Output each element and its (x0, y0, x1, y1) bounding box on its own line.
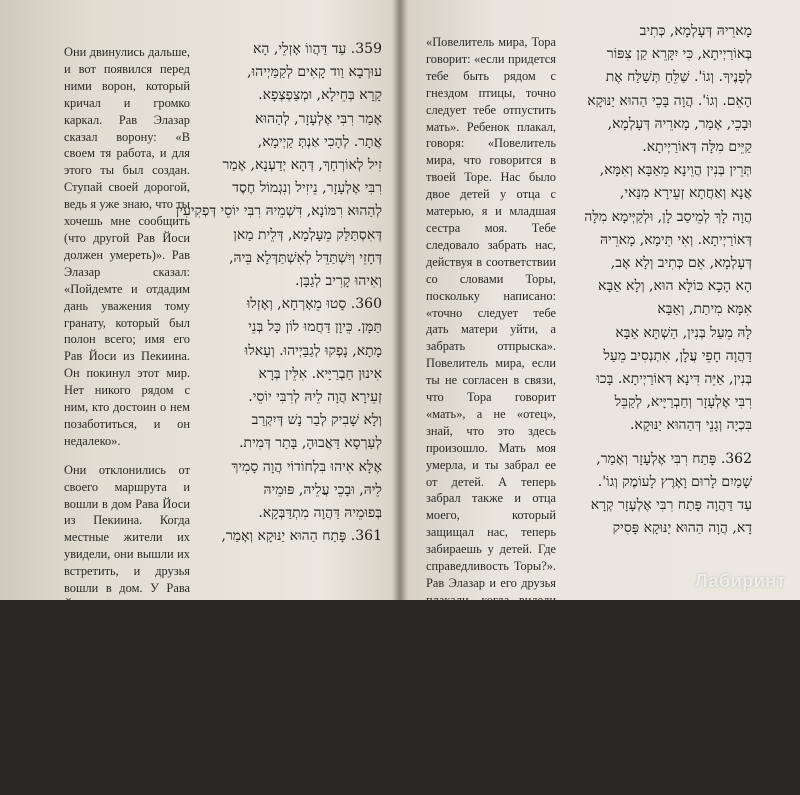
right-he-line (562, 438, 752, 448)
right-he-line: אִמָּא מִיתַת, וְאַבָּא (657, 301, 752, 318)
right-he-line: בְּאוֹרַיְיתָא, כִּי יִקָּרֵא קַן צִפּוֹר (606, 46, 752, 63)
right-he-line: לָהּ מֵעַל בְּנִין, הַשְׁתָּא אַבָּא (615, 324, 752, 341)
right-he-line: שָׁמַיִם לָרוּם וָאָרֶץ לָעוֹמֶק וְגוֹ'. (597, 473, 752, 490)
ru-paragraph-4: «Повелитель мира, Тора говорит: «если придется тебе быть рядом с гнездом птицы, точно следует тебе отпустить мать». Ребенок плакал, говоря: «Повелитель мира, что говорится в твоей Торе. Нас было двое детей у отца с матерью, я и младшая сестра моя. Тебе следовало забрать нас, действуя в соответствии со словами Торы, поскольку написано: «точно следует тебе дать матери уйти, а забрать отпрыска». Повелитель мира, если ты не согласен в связи, что Тора говорит «мать», а не «отец», знай, что это здесь произошло. Мать моя умерла, и ты забрал ее от детей. А теперь забрал также и отца моего, который защищал нас, теперь забираешь у детей. Где справедливость Торы?». Рав Элазар и его друзья плакали, когда видели горечь и слезы ребенка. (426, 35, 556, 624)
left-he-line: אֲתָר. לְהָכִי אַנְתְּ קַיְימָא, (257, 133, 382, 150)
right-hebrew-column (562, 20, 752, 540)
left-he-line: זִיל לְאוֹרְחָךְ, דְּהָא יְדַעְנָא, אָמַר (222, 157, 382, 174)
left-he-line: מָתָא, נָפְקוּ לְגַבַּיְיהוּ. וְעָאלוּ (244, 342, 382, 359)
right-he-line: עַד דַּהֲוָה פָּתַח רִבִּי אֶלְעָזָר קְרָא (590, 497, 752, 514)
right-he-line: דְּאוֹרַיְיתָא. וְאִי תֵּימָא, מָארֵיהּ (600, 231, 752, 248)
right-he-line: לְפָנֶיךָ. וְגוֹ'. שַׁלֵּחַ תְּשַׁלַּח אֶת (605, 69, 752, 86)
left-he-line: 361. פָּתַח הַהוּא יַנּוּקָא וְאָמַר, (221, 528, 382, 545)
ru-paragraph-5: Рав Элазар начал говорить словами стиха: «Небеса для высоты, а земля для глубины». Когда Рав Элазар произносил эти (426, 636, 556, 736)
right-russian-column (426, 34, 556, 737)
left-he-line: 360. סָטוּ מֵאָרְחָא, וְאָזְלוּ (246, 296, 382, 313)
right-page (402, 0, 800, 736)
right-he-line: דָא, הֲוָה הַהוּא יַנּוּקָא פָּסִיק (612, 520, 752, 537)
left-he-line: אִינוּן חַבְרַיָּיא. אִלֵּין בְּרָא (258, 365, 382, 382)
right-he-line: הָא הָכָא כּוֹלָּא הוּא, וְלָא אַבָּא (598, 278, 752, 295)
left-he-line: רִבִּי אֶלְעָזָר, נֵיזִיל וְנִגְמוֹל חֶסֶד (232, 180, 382, 197)
left-he-line: 359. עַד דַּהֲווֹ אָזְלֵי, הָא (252, 41, 382, 57)
left-he-line: לְעַרְסָא דַּאֲבוּהָ, בָּתַר דְּמִית. (239, 435, 382, 452)
right-he-line: בִּכְיָה וְגָנֵי דְּהַהוּא יַנּוּקָא. (629, 417, 752, 434)
left-he-line: אָמַר רִבִּי אֶלְעָזָר, לְהַהוּא (255, 110, 382, 127)
right-he-line: אֲנָא וְאַחֲתָא זְעֵירָא מִנַּאי, (619, 185, 752, 202)
left-he-line: לְהַהוּא רִמּוֹנָא, דִּשְׁמֵיהּ רִבִּי יוֹסֵי דְּפְקִיעִין (175, 203, 382, 220)
right-he-line: וּבָכֵי, אָמַר, מָארֵיהּ דְּעָלְמָא, (607, 115, 752, 132)
left-he-line: אֶלָּא אִיהוּ בִּלְחוֹדוֹי הֲוָה סָמִיךְ (231, 458, 382, 475)
right-he-line: הָאֵם. וְגוֹ'. הֲוָה בָּכֵי הַהוּא יַנּוּקָא (587, 92, 752, 109)
left-russian-column (64, 44, 190, 795)
left-he-line: דְּחָזֵי וְיִשְׁתַּדֵּל לְאִשְׁתַּדְּלָא בֵּיהּ, (229, 249, 382, 266)
left-he-line: תַּמָּן. כֵּיוָן דַּחֲמוּ לוֹן כָּל בְּנֵי (248, 319, 382, 336)
watermark-logo: Лабиринт (694, 571, 786, 591)
ru-paragraph-2: Они отклонились от своего маршрута и вошли в дом Рава Йоси из Пекиина. Когда местные жители их увидели, они вышли их встретить, и друзья вошли в дом. У Рава Йоси был маленький сын, который не разрешал никому подойти к кровати отца после его смерти. Он сам то по себе, оплакивая смерть отца, прижимаясь губами к губам. (64, 462, 190, 748)
right-he-line: בְּנִין, אַיֵּה דִּינָא דְּאוֹרַיְיתָא. בָּכוּ (596, 371, 752, 388)
left-he-line: קָרָא בְּחֵילָא, וּמְצַפְצְפָא. (258, 87, 382, 104)
right-he-line: 362. פָּתַח רִבִּי אֶלְעָזָר וְאָמַר, (596, 450, 752, 467)
left-he-line: לֵיהּ, וּבָכֵי עֲלֵיהּ, פּוּמֵיהּ (263, 481, 382, 498)
left-he-line: בְּפוּמֵיהּ דַּהֲוָה מִתְדַּבְּקָא. (258, 505, 382, 522)
right-he-line: תְּרֵין בְּנִין הֲוֵינָא מֵאַבָּא וְאִמָּא, (599, 162, 752, 179)
left-he-line: זְעֵירָא הֲוָה לֵיהּ לְרִבִּי יוֹסֵי. (248, 389, 382, 406)
left-hebrew-column (175, 38, 382, 548)
right-he-line: דַּהֲוָה חָפֵי עֲלָן, אִתְנְסִיב מֵעַל (603, 347, 752, 364)
left-he-line: וְלָא שָׁבִיק לְבַר נָשׁ דְּיִקְרַב (251, 412, 382, 429)
right-he-line: דְּעָלְמָא, אֵם כְּתִיב וְלָא אָב, (610, 255, 752, 272)
right-he-line: הֲוָה לָךְ לְמֵיסַב לָן, וּלְקַיְּימָא מִלָּה (584, 208, 752, 225)
ru-paragraph-3: Ребенок начал говорить и сказал: (64, 762, 190, 794)
left-he-line: וְאִיהוּ קָרִיב לְגַבָּן. (295, 273, 382, 290)
left-he-line: דְּאִסְתַּלַּק מֵעָלְמָא, דְּלֵית מַאן (233, 226, 382, 243)
ru-paragraph-1: Они двинулись дальше, и вот появился перед ними ворон, который кричал и громко каркал. Рав Элазар сказал ворону: «В своем тя работа, и для этого ты был создан. Ступай своей дорогой, ведь я уже знаю, что ты хочешь мне сообщить (что другой Рав Йоси должен умереть)». Рав Элазар сказал: «Пойдемте и отдадим дань уважения тому гранату, который был полон всего; имя его Рав Йоси из Пекиина. Он покинул этот мир. Нет никого рядом с ним, кто достоин о нем позаботиться, и он недалеко». (64, 45, 190, 448)
left-page (0, 0, 398, 794)
left-he-line: עוּרְבָא וַוד קָאִים לְקַמַּיְיהוּ, (247, 64, 382, 81)
right-he-line: מָארֵיהּ דְּעָלְמָא, כְּתִיב (639, 23, 752, 39)
right-he-line: רִבִּי אֶלְעָזָר וְחַבְרַיָּיא, לְקַבֵּל (614, 394, 752, 411)
right-he-line: קַיֵּים מִלָּה דְּאוֹרַיְיתָא. (642, 139, 752, 156)
